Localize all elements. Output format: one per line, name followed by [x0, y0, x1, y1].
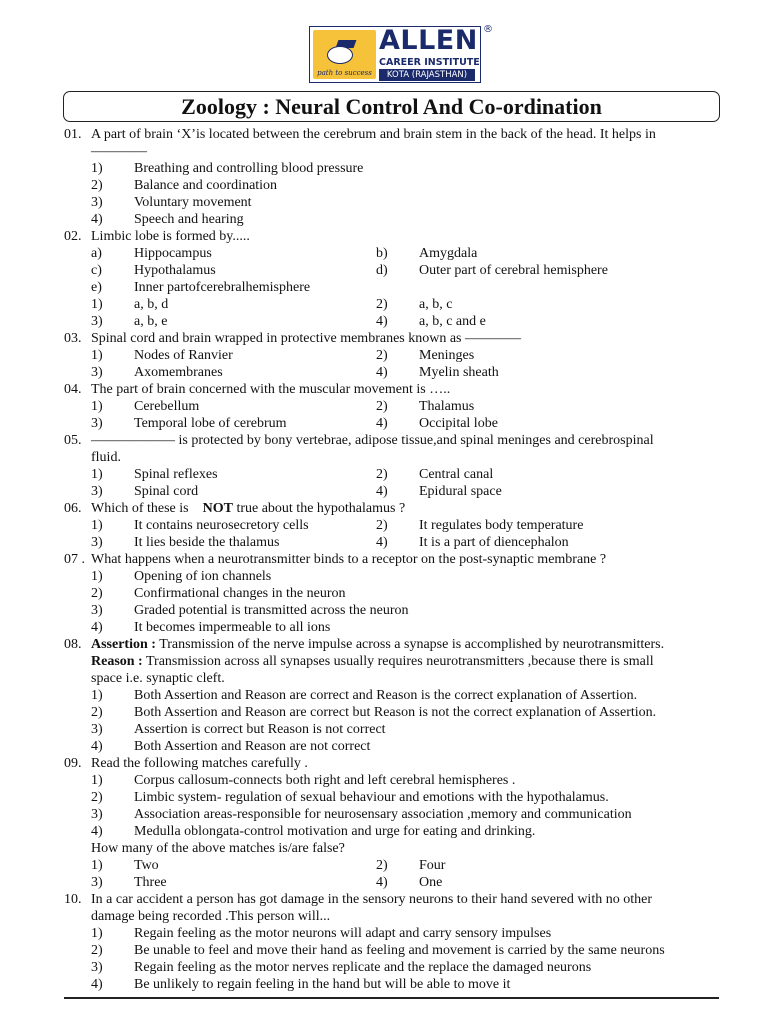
question-1	[64, 126, 720, 228]
option: 3) Regain feeling as the motor nerves replicate and the replace the damaged neurons	[91, 960, 592, 975]
option: 4) Be unlikely to regain feeling in the hand but will be able to move it	[91, 977, 511, 992]
question-text-cont: damage being recorded .This person will...	[91, 909, 331, 924]
question-text: A part of brain ‘X’is located between the cerebrum and brain stem in the back of the head. It helps in	[91, 127, 656, 142]
assertion-text: Assertion : Transmission of the nerve impulse across a synapse is accomplished by neurotransmitters.	[91, 637, 665, 652]
question-text: In a car accident a person has got damage in the sensory neurons to their hand severed with no other	[91, 892, 652, 907]
statement: 1) Corpus callosum-connects both right and left cerebral hemispheres .	[91, 773, 516, 788]
option: 3) Voluntary movement	[91, 195, 252, 210]
option-row: 1) Cerebellum 2) Thalamus	[91, 399, 475, 414]
option-row: 1) It contains neurosecretory cells 2) It regulates body temperature	[91, 518, 584, 533]
option: 4) Speech and hearing	[91, 212, 244, 227]
question-5	[64, 432, 720, 500]
logo-subtitle: CAREER INSTITUTE	[379, 57, 480, 68]
page-title: Zoology : Neural Control And Co-ordination	[63, 91, 720, 122]
question-number: 01.	[64, 127, 82, 142]
question-text: Read the following matches carefully .	[91, 756, 308, 771]
footer-divider	[64, 997, 719, 999]
question-number: 08.	[64, 637, 82, 652]
registered-mark: ®	[483, 24, 493, 35]
question-number: 04.	[64, 382, 82, 397]
logo-city: KOTA (RAJASTHAN)	[379, 69, 475, 81]
option: 1) Opening of ion channels	[91, 569, 272, 584]
statement: 3) Association areas-responsible for neurosensary association ,memory and communication	[91, 807, 632, 822]
question-number: 06.	[64, 501, 82, 516]
question-number: 09.	[64, 756, 82, 771]
question-number: 02.	[64, 229, 82, 244]
logo-tagline: path to success	[317, 69, 372, 77]
face-icon	[327, 46, 353, 64]
option: 1) Regain feeling as the motor neurons will adapt and carry sensory impulses	[91, 926, 552, 941]
reason-text: Reason : Transmission across all synapses usually requires neurotransmitters ,because there is small	[91, 654, 654, 669]
option-row: 3) a, b, e 4) a, b, c and e	[91, 314, 486, 329]
option: 3) Assertion is correct but Reason is not correct	[91, 722, 386, 737]
question-text: The part of brain concerned with the muscular movement is …..	[91, 382, 451, 397]
question-7	[64, 551, 720, 636]
option-row: 1) Nodes of Ranvier 2) Meninges	[91, 348, 475, 363]
reason-text-cont: space i.e. synaptic cleft.	[91, 671, 225, 686]
question-4	[64, 381, 720, 432]
statement: 4) Medulla oblongata-control motivation and urge for eating and drinking.	[91, 824, 536, 839]
option: 2) Both Assertion and Reason are correct but Reason is not the correct explanation of Assertion.	[91, 705, 657, 720]
option: 3) Graded potential is transmitted across the neuron	[91, 603, 409, 618]
question-number: 10.	[64, 892, 82, 907]
option-row: 1) a, b, d 2) a, b, c	[91, 297, 453, 312]
question-text: Spinal cord and brain wrapped in protective membranes known as ————	[91, 331, 522, 346]
question-text: Limbic lobe is formed by.....	[91, 229, 250, 244]
statement-row: a) Hippocampus b) Amygdala	[91, 246, 478, 261]
question-text: Which of these is NOT true about the hypothalamus ?	[91, 501, 406, 516]
question-number: 07 .	[64, 552, 85, 567]
question-text: What happens when a neurotransmitter binds to a receptor on the post-synaptic membrane ?	[91, 552, 607, 567]
option-row: 3) Temporal lobe of cerebrum 4) Occipital lobe	[91, 416, 498, 431]
option: 2) Confirmational changes in the neuron	[91, 586, 346, 601]
option: 4) It becomes impermeable to all ions	[91, 620, 331, 635]
question-number: 03.	[64, 331, 82, 346]
option-row: 3) Axomembranes 4) Myelin sheath	[91, 365, 499, 380]
option: 1) Both Assertion and Reason are correct and Reason is the correct explanation of Assertion.	[91, 688, 638, 703]
logo-name: ALLEN	[379, 25, 478, 56]
question-6	[64, 500, 720, 551]
question-9	[64, 755, 720, 891]
question-text-cont: fluid.	[91, 450, 121, 465]
question-8	[64, 636, 720, 755]
option-row: 3) It lies beside the thalamus 4) It is a part of diencephalon	[91, 535, 569, 550]
option: 2) Be unable to feel and move their hand as feeling and movement is carried by the same neurons	[91, 943, 665, 958]
question-text-cont: ————	[91, 144, 147, 159]
statement: 2) Limbic system- regulation of sexual behaviour and emotions with the hypothalamus.	[91, 790, 609, 805]
option-row: 3) Spinal cord 4) Epidural space	[91, 484, 502, 499]
question-10	[64, 891, 720, 993]
question-number: 05.	[64, 433, 82, 448]
question-2	[64, 228, 720, 330]
option-row: 1) Spinal reflexes 2) Central canal	[91, 467, 494, 482]
emphasis-not: NOT	[202, 501, 233, 516]
logo-emblem-icon	[313, 30, 376, 79]
statement-row: e) Inner partofcerebralhemisphere	[91, 280, 311, 295]
allen-logo	[309, 26, 481, 83]
question-followup: How many of the above matches is/are false?	[91, 841, 345, 856]
option: 2) Balance and coordination	[91, 178, 278, 193]
question-3	[64, 330, 720, 381]
question-text: —————— is protected by bony vertebrae, adipose tissue,and spinal meninges and cerebrospinal	[91, 433, 654, 448]
statement-row: c) Hypothalamus d) Outer part of cerebral hemisphere	[91, 263, 608, 278]
option: 1) Breathing and controlling blood pressure	[91, 161, 364, 176]
option-row: 3) Three 4) One	[91, 875, 443, 890]
option-row: 1) Two 2) Four	[91, 858, 446, 873]
option: 4) Both Assertion and Reason are not correct	[91, 739, 371, 754]
question-list	[64, 126, 720, 993]
